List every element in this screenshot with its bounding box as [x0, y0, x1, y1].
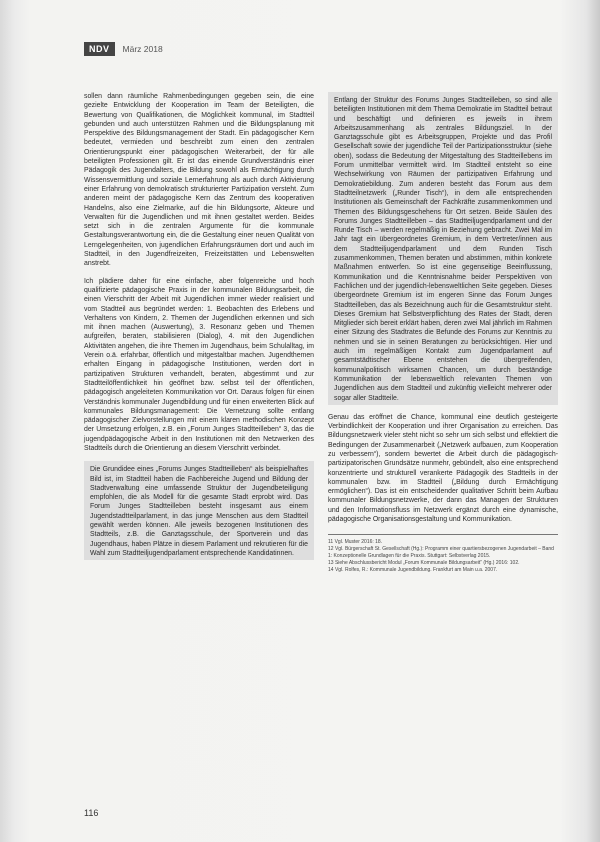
left-paragraph-1: sollen dann räumliche Rahmenbedingungen gegeben sein, die eine gezielte Entwicklung der Kooperation im Team der Beteiligten, die Bewertung von Qualifikationen, die Möglichkeit kommunal, im Stadtteil gebunden und auch unterstützen Rahmen und die Bildungsplanung mit Perspektive des Bildungsmanagement der Stadt. Ein pädagogischer Kern bedeutet, vermieden und beschreibt zum einen den zentralen Orientierungspunkt einer pädagogischen Weiterarbeit, der für alle beteiligten Professionen gilt. Er ist das einende Grundverständnis einer Pädagogik des Jugendalters, die Bildung sowohl als Ermächtigung durch Wissensvermittlung und soziale Lernerfahrung als auch durch Aktivierung einer Erfahrung von demokratisch strukturierter Partizipation versteht. Zum anderen meint der pädagogische Kern das Zentrum des kooperativen Handelns, also eine Zielmarke, auf die hin Bildungsorte, Akteure und Verwalten für die Jugendlichen und mit ihnen gestaltet werden. Beides setzt sich in die zentralen Argumente für die kommunale Gestaltungsverantwortung ein, die die Gestaltung einer neuen Qualität von Lerngelegenheiten, von jugendlichen Erfahrungsräumen dort und auch im Stadtteil, in den Jugendfreizeiten, Freizeitstätten und Lebenswelten anstrebt. — [84, 93, 314, 268]
journal-label: NDV — [84, 42, 115, 56]
footnote: 14 Vgl. Rolfes, R.: Kommunale Jugendbildung. Frankfurt am Main u.a. 2007. — [328, 567, 498, 574]
page-number: 116 — [84, 808, 99, 818]
footnote: 11 Vgl. Muster 2016: 18. — [328, 539, 383, 546]
footnote: 13 Siehe Abschlussbericht Modul „Forum Kommunale Bildungsarbeit“ (Hg.) 2016: 102. — [328, 560, 520, 567]
left-paragraph-2: Ich plädiere daher für eine einfache, aber folgenreiche und hoch qualifizierte pädagogische Praxis in der kommunalen Bildungsarbeit, die einen Vierschritt der Arbeit mit Jugendlichen immer wieder realisiert und vom Stadtteil aus begründet werden: 1. Beobachten des Erlebens und Verhaltens von Kindern, 2. Themen der Jugendlichen erkennen und sich mit ihnen machen (Auswertung), 3. Resonanz geben und Themen aufgreifen, beraten, stabilisieren (Dialog), 4. mit den Jugendlichen Aktivitäten angehen, die ihre Themen im Jugendhaus, beim Schulalltag, im Verein o.ä. erfahrbar, öffentlich und mitgestaltbar machen. Jugendthemen erhalten Eingang in pädagogische Institutionen, werden dort in partizipativen Strukturen verhandelt, beraten, abgestimmt und zur Stadtteilöffentlichkeit hin geöffnet bzw. selbst teil der öffentlichen, pädagogisch angeleiteten Kommunikation vor Ort. Daraus folgen für einen Verständnis kommunaler Jugendbildung und für einen erweiterten Blick auf kommunales Bildungsmanagement: Die Vernetzung sollte entlang pädagogischer Zielvorstellungen mit einem klaren methodischen Konzept der Umsetzung erfolgen, z.B. ein „Forum Junges Stadtteilleben“ 3, das die jugendpädagogische Arbeit in den Institutionen mit den Netzwerken des Stadtteils durch die Orientierung an diesem Vierschritt verbindet. — [84, 277, 314, 452]
left-box-paragraph: Die Grundidee eines „Forums Junges Stadtteilleben“ als beispielhaftes Bild ist, im Stadtteil haben die Fachbereiche Jugend und Bildung der Stadtverwaltung eine umfassende Struktur der Jugendbeteiligung empfohlen, die als Modell für die gesamte Stadt erprobt wird. Das Forum Junges Stadtteilleben besteht insgesamt aus einem Jugendstadtteilparlament, in das junge Menschen aus dem Stadtteil gewählt werden können. Alle jeweils bezogenen Institutionen des Stadtteils, z.B. die Ganztagsschule, der Sportverein und das Jugendhaus, haben Plätze in diesem Parlament und rekrutieren für die Wahl zum Stadtteiljugendparlament entsprechende Kandidatinnen. — [90, 466, 308, 557]
right-box-paragraph: Entlang der Struktur des Forums Junges Stadtteilleben, so sind alle beteiligten Institutionen mit dem Thema Demokratie im Stadtteil betraut und beschäftigt und definieren es jeweils in ihrem Arbeitszusammenhang als zentrales Bildungsziel. In der Ganztagsschule gibt es Arbeitsgruppen, Projekte und das Profil Gesellschaft sowie der jugendliche Teil der Partizipationsstruktur (siehe oben), sodass die Bedeutung der Mitgestaltung des Stadtteillebens im Forum unmittelbar vermittelt wird. Im Stadtteil entsteht so eine Wechselwirkung von Räumen der partizipativen Erfahrung und Demokratiebildung. Zum anderen besteht das Forum aus dem Stadtteilnetzwerk („Runder Tisch“), in dem alle entsprechenden Institutionen als Gemeinschaft der Fachkräfte zusammenkommen und Themen des Bildungsgeschehens für Ort setzen. Beide Säulen des Forums Junges Stadtteilleben – das Stadtteiljugendparlament und der Runde Tisch – werden regelmäßig in Beziehung gebracht. Zwei Mal im Jahr tagt ein übergeordnetes Gremium, in dem Vertreter/innen aus dem Stadtteiljugendparlament und dem Runden Tisch zusammenkommen, Themen beraten und abstimmen, mithin konkrete Maßnahmen entwerfen. So ist eine gegenseitige Beeinflussung, Kommunikation und die Kenntnisnahme beider Perspektiven von Fachlichen und der jugendlich-lebensweltlichen Seite gegeben. Dieses übergeordnete Gremium ist im engeren Sinne das Forum Junges Stadtteilleben, das als Bezeichnung auch für die Gesamtstruktur steht. Dieses Gremium hat Selbstverpflichtung des Rates der Stadt, deren Mitglieder sich bereit erklärt haben, deren zwei Mal jährlich im Rahmen einer Sitzung des Stadtrates die Befunde des Forums zur Kenntnis zu nehmen und sie in seinen Beratungen zu berücksichtigen. Hier und auch im regelmäßigen Kontakt zum Jugendparlament auf gesamtstädtischer Ebene entstehen die übergreifenden, kommunalpolitisch wirksamen Chancen, um durch beständige Kommunikation der lebensweltlich relevanten Themen von Jugendlichen aus dem Stadtteil und zukünftig vielleicht mehrerer oder sogar aller Stadtteile. — [334, 97, 552, 402]
highlight-box-right — [328, 92, 558, 405]
highlight-box-left — [84, 461, 314, 560]
issue-date: März 2018 — [122, 44, 163, 54]
footnote: 12 Vgl. Bürgerschaft St. Gesellschaft (Hg.): Programm einer quartiersbezogenen Jugendarbeit – Band 1: Konzeptionelle Grundlagen für die Praxis. Stuttgart: Selbstverlag 2015. — [328, 546, 554, 560]
footnotes — [328, 534, 558, 574]
right-column — [328, 92, 558, 574]
running-header — [84, 42, 163, 56]
right-paragraph-2: Genau das eröffnet die Chance, kommunal eine deutlich gesteigerte Verbindlichkeit der Kooperation und ihrer Organisation zu erreichen. Das Bildungsnetzwerk vieler steht nicht so sehr um sich selbst und effektiert die Bedingungen der Zusammenarbeit („Netzwerk aufbauen, zum Kooperation zu verbessern“), sondern bewertet die Arbeit durch die pädagogisch-partizipatorischen Grundsätze nunmehr, gebündelt, also eine entsprechend konzentrierte und strukturell verankerte Pädagogik des Stadtteils in der kommunalen bzw. im Stadtteil („Bildung durch Ermächtigung ermöglichen“). Das ist ein entscheidender qualitativer Schritt beim Aufbau kommunaler Bildungsnetzwerke, der dann das Managen der Strukturen und den Informationsfluss im Netzwerk ergänzt durch eine dynamische, pädagogische Organisationsgestaltung und Kommunikation. — [328, 413, 558, 524]
left-column — [84, 92, 314, 568]
